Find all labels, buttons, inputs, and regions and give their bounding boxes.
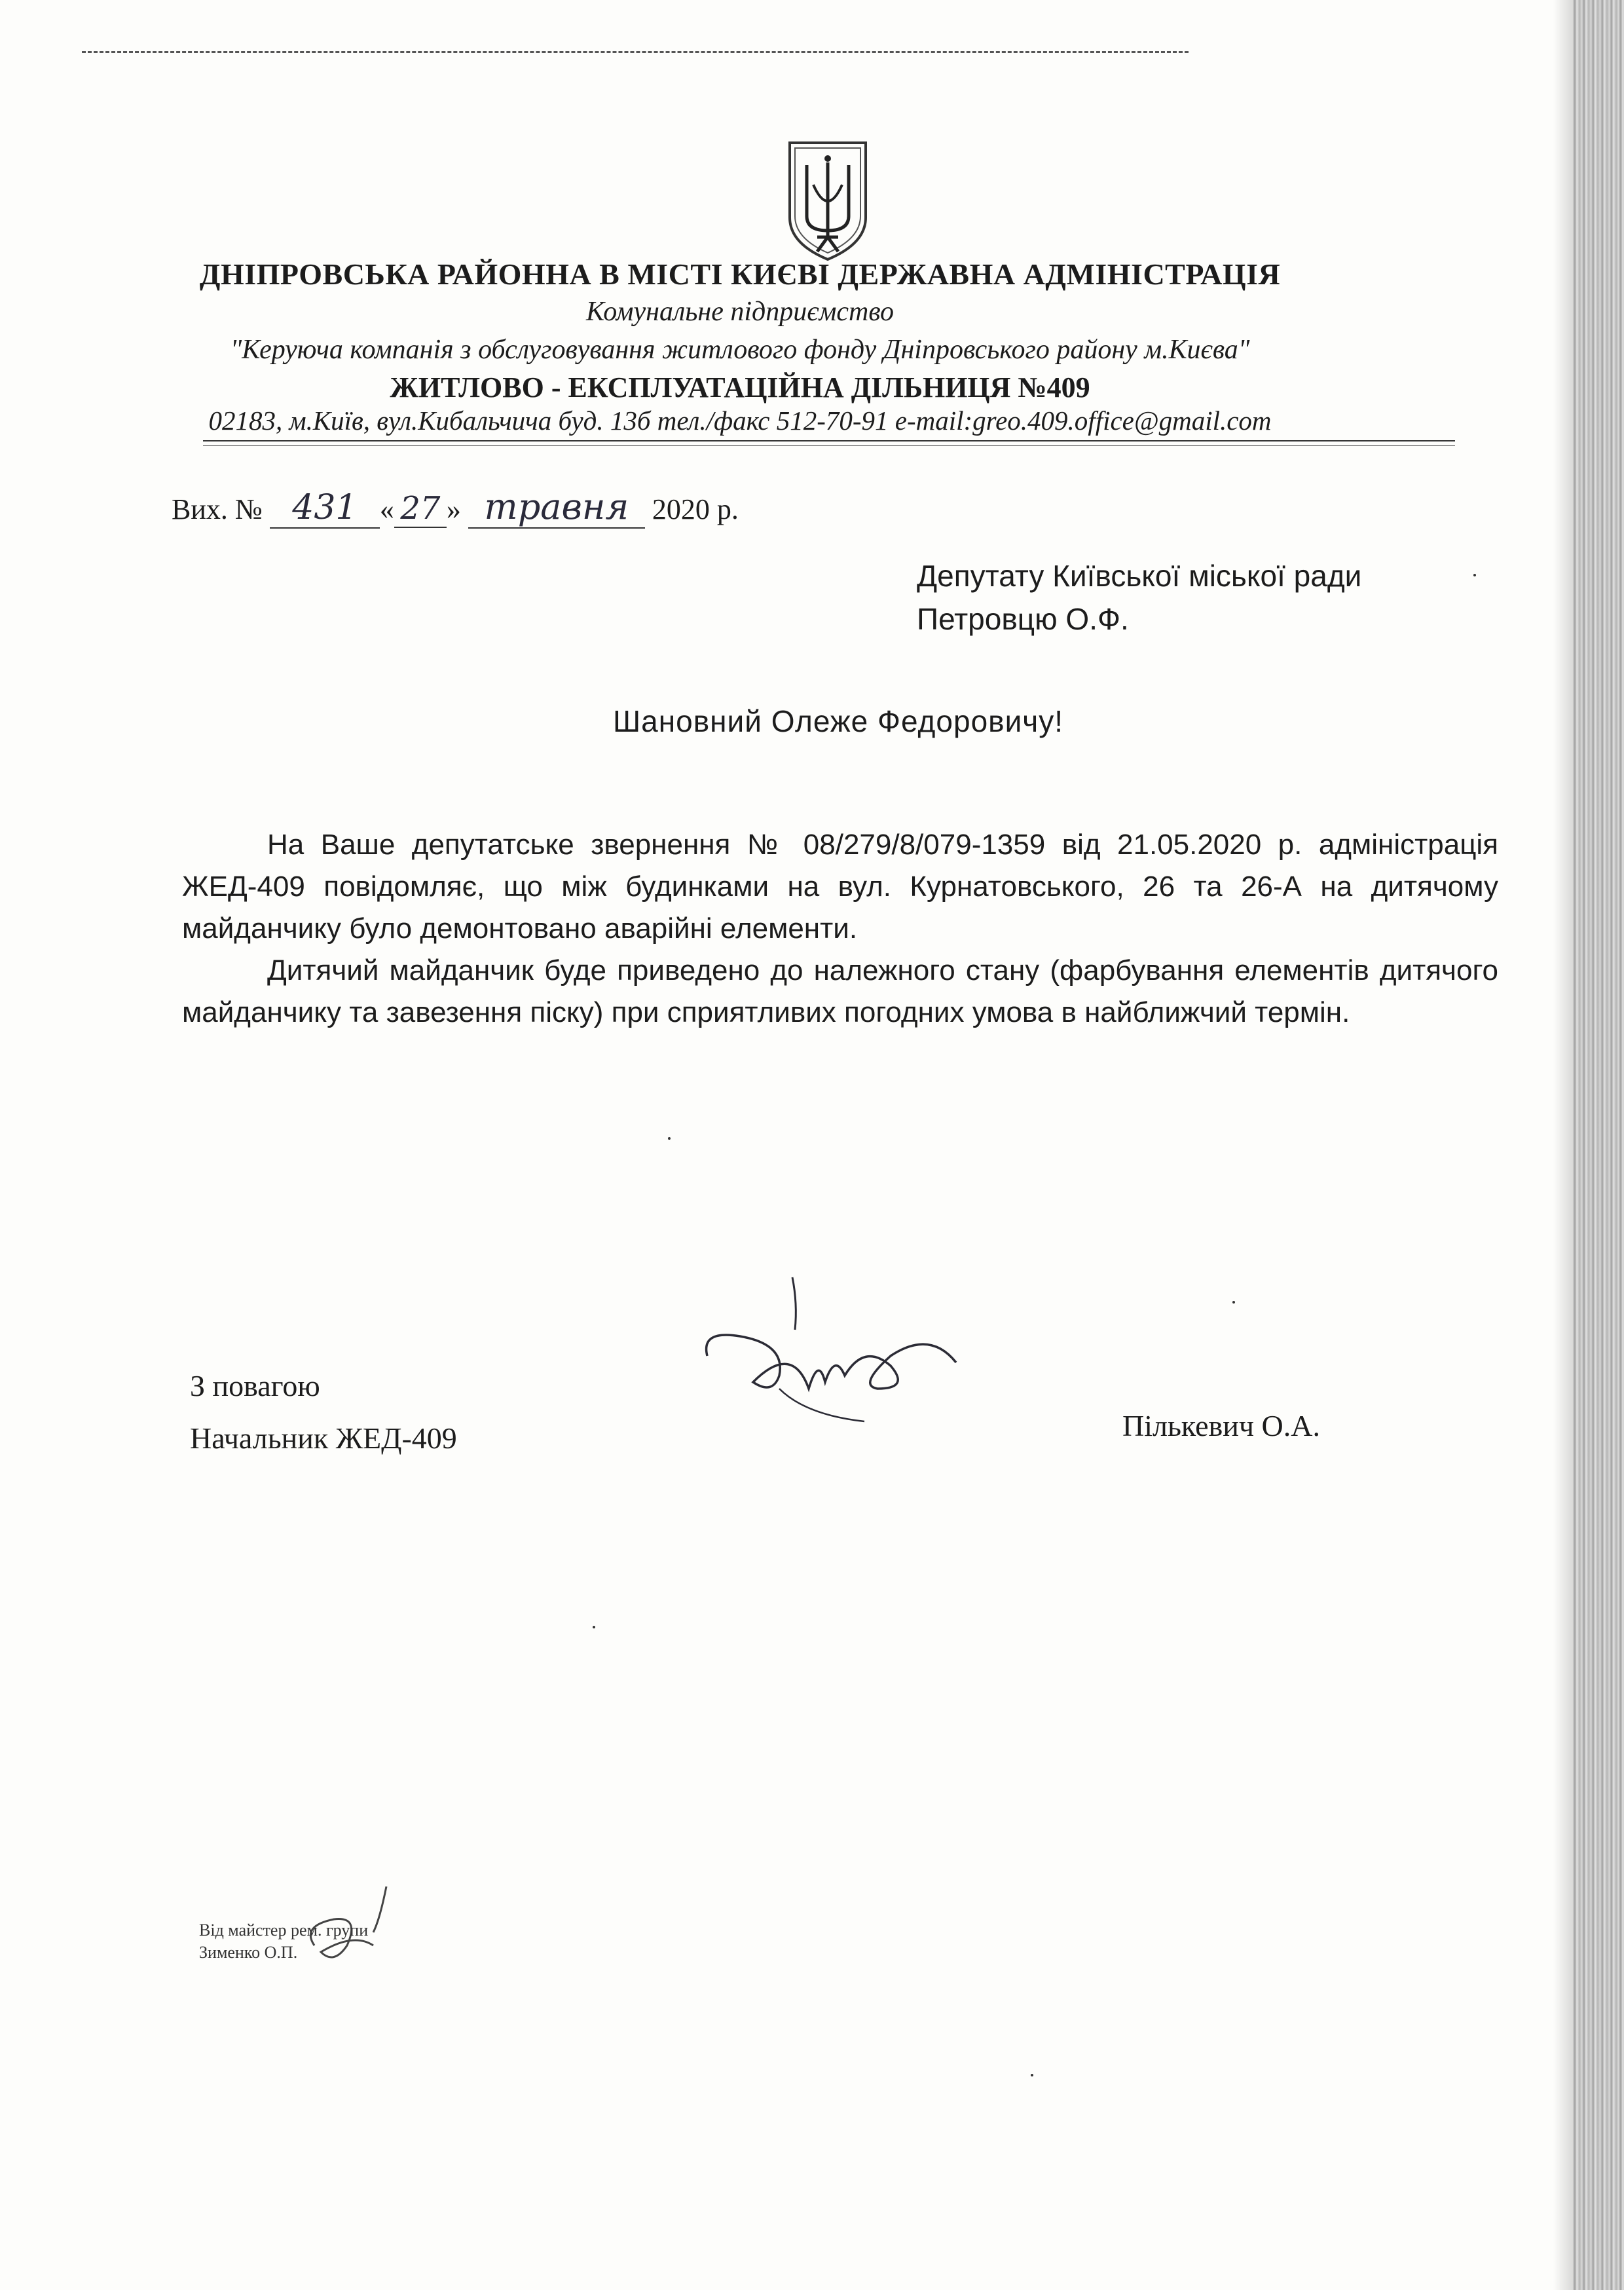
addressee-name: Петровцю О.Ф. xyxy=(917,602,1129,636)
executor-note xyxy=(199,1919,368,1964)
signer-name: Пількевич О.А. xyxy=(1122,1409,1320,1442)
company-name: "Керуюча компанія з обслуговування житлового фонду Дніпровського району м.Києва" xyxy=(230,335,1250,365)
body-paragraph-2: Дитячий майданчик буде приведено до належного стану (фарбування елементів дитячого майданчику та завезення піску) при сприятливих погодних умова в найближчий термін. xyxy=(182,954,1498,1028)
header-rule-thin xyxy=(203,445,1455,446)
scanner-edge-noise xyxy=(1573,0,1624,2290)
contact-address: 02183, м.Київ, вул.Кибальчича буд. 13б тел./факс 512-70-91 e-mail:greo.409.office@gmail.com xyxy=(208,405,1272,436)
letter-body xyxy=(182,824,1498,1034)
executor-name: Зименко О.П. xyxy=(199,1943,298,1962)
outgoing-year: 2020 р. xyxy=(652,493,739,525)
closing-block xyxy=(190,1360,457,1465)
enterprise-type: Комунальне підприємство xyxy=(585,297,895,327)
addressee-position: Депутату Київської міської ради xyxy=(917,559,1362,593)
outgoing-prefix: Вих. № xyxy=(172,493,263,525)
outgoing-number: 431 xyxy=(270,488,380,529)
scan-speck xyxy=(1031,2074,1033,2076)
top-dashed-rule xyxy=(82,51,1189,53)
outgoing-day: 27 xyxy=(394,490,447,528)
executor-role: Від майстер рем. групи xyxy=(199,1921,369,1940)
organization-name: ДНІПРОВСЬКА РАЙОННА В МІСТІ КИЄВІ ДЕРЖАВНА АДМІНІСТРАЦІЯ xyxy=(199,257,1281,291)
salutation: Шановний Олеже Федоровичу! xyxy=(612,704,1064,738)
day-open-quote: « xyxy=(379,493,394,525)
scan-speck xyxy=(668,1137,671,1140)
header-rule xyxy=(203,440,1455,441)
outgoing-month: травня xyxy=(468,486,645,529)
outgoing-number-line xyxy=(172,486,739,529)
scan-speck xyxy=(1473,574,1476,576)
scan-speck xyxy=(1232,1301,1235,1304)
body-paragraph-1: На Ваше депутатське звернення № 08/279/8/079-1359 від 21.05.2020 р. адміністрація ЖЕД-409 повідомляє, що між будинками на вул. Курнатовського, 26 та 26-А на дитячому майданчику було демонтовано аварійні елементи. xyxy=(182,829,1498,945)
coat-of-arms-icon xyxy=(784,139,871,262)
scan-speck xyxy=(593,1626,595,1628)
addressee-block xyxy=(917,554,1361,641)
signer-position: Начальник ЖЕД-409 xyxy=(190,1421,457,1455)
day-close-quote: » xyxy=(446,493,461,525)
unit-name: ЖИТЛОВО - ЕКСПЛУАТАЦІЙНА ДІЛЬНИЦЯ №409 xyxy=(390,371,1090,404)
handwritten-signature xyxy=(694,1258,995,1454)
scan-shadow xyxy=(1553,0,1573,2290)
closing-regards: З повагою xyxy=(190,1369,320,1402)
